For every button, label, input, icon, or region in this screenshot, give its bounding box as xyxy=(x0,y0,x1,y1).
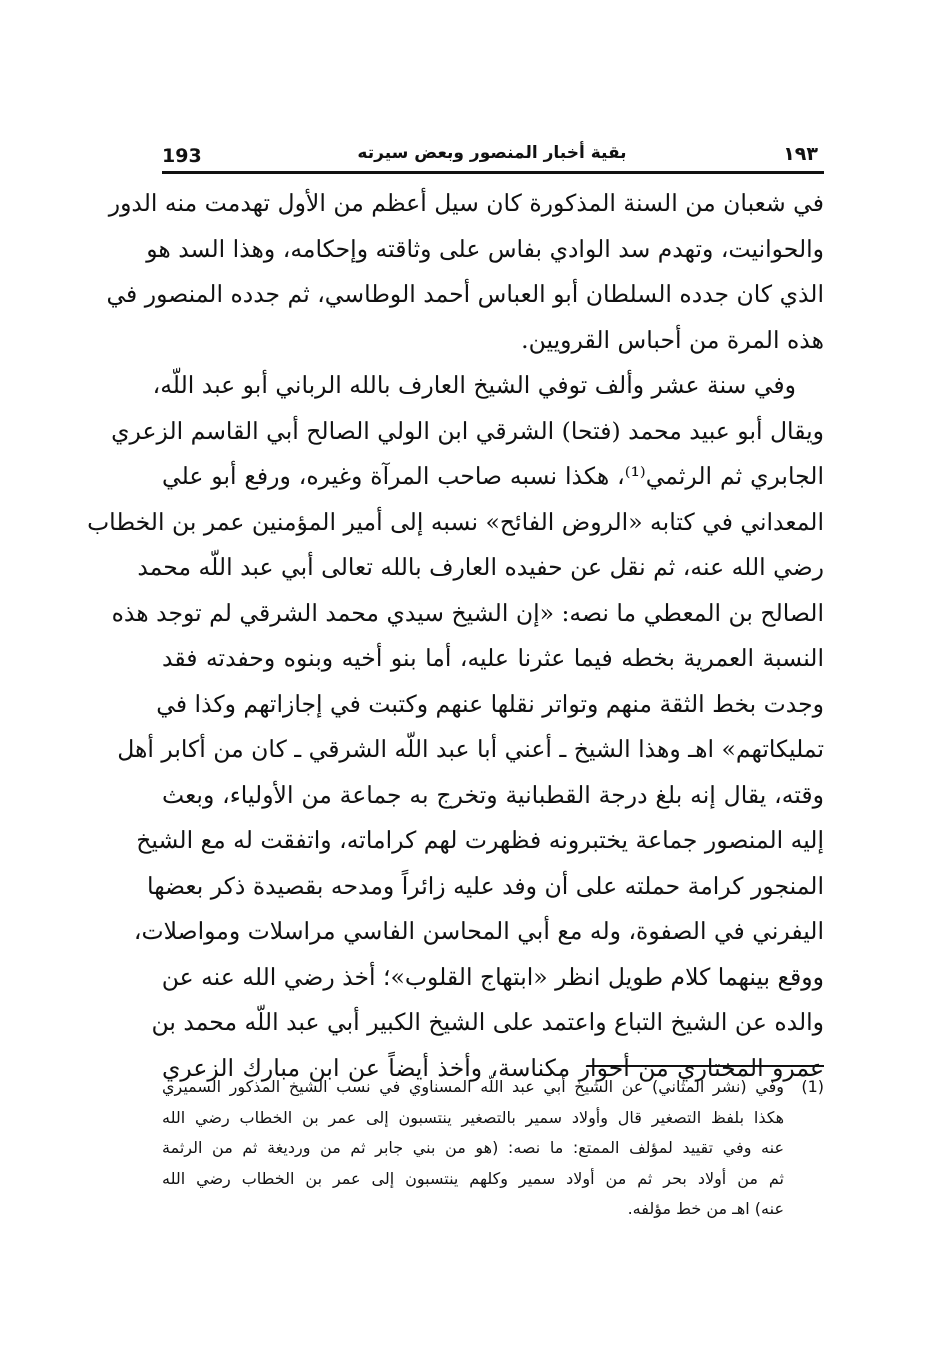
text-line: رضي الله عنه، ثم نقل عن حفيده العارف بالله تعالى أبي عبد اللّه محمد xyxy=(137,553,824,581)
text-line: النسبة العمرية بخطه فيما عثرنا عليه، أما بنو أخيه وبنوه وحفدته فقد xyxy=(162,644,824,672)
footnote-line: عنه وفي تقييد لمؤلف الممتع: ما نصه: (هو من بني جابر ثم من ورديغة ثم من الرثمة xyxy=(162,1138,784,1157)
text-line: هذه المرة من أحباس القرويين. xyxy=(521,325,824,354)
text-line: اليفرني في الصفوة، وله مع أبي المحاسن الفاسي مراسلات ومواصلات، xyxy=(133,917,824,945)
footnote-line: هكذا بلفظ التصغير قال وأولاد سمير بالتصغير ينتسبون إلى عمر بن الخطاب رضي الله xyxy=(162,1107,784,1127)
text-line: الذي كان جدده السلطان أبو العباس أحمد الوطاسي، ثم جدده المنصور في xyxy=(106,280,824,308)
footnote-rule xyxy=(587,1065,824,1067)
text-line: ووقع بينهما كلام طويل انظر «ابتهاج القلوب»؛ أخذ رضي الله عنه عن xyxy=(161,962,824,991)
main-text xyxy=(87,181,824,1091)
page-number-latin: 193 xyxy=(162,145,202,167)
text-line: وجدت بخط الثقة منهم وتواتر نقلها عنهم وكتبت في إجازاتهم وكذا في xyxy=(156,689,824,718)
text-line: عمرو المختاري من أحواز مكناسة، وأخذ أيضاً عن ابن مبارك الزعري xyxy=(162,1053,824,1082)
footnote-line: ثم من أولاد بحر ثم من أولاد سمير وكلهم ينتسبون إلى عمر بن الخطاب رضي الله xyxy=(162,1168,784,1188)
footnote-line: وفي (نشر المثاني) عن الشيخ أبي عبد اللّه المسناوي في نسب الشيخ المذكور السميري xyxy=(162,1077,784,1096)
page-header xyxy=(162,143,822,171)
text-line: في شعبان من السنة المذكورة كان سيل أعظم من الأول تهدمت منه الدور xyxy=(108,189,824,217)
text-line: المعداني في كتابه «الروض الفائح» نسبه إلى أمير المؤمنين عمر بن الخطاب xyxy=(87,507,824,536)
text-line: الصالح بن المعطي ما نصه: «إن الشيخ سيدي محمد الشرقي لم توجد هذه xyxy=(111,598,824,627)
footnote-marker: (1) xyxy=(801,1077,824,1096)
footnote-body xyxy=(162,1072,784,1225)
text-line: المنجور كرامة حملته على أن وفد عليه زائراً ومدحه بقصيدة ذكر بعضها xyxy=(147,871,824,900)
footnote xyxy=(162,1072,824,1225)
text-line: والده عن الشيخ التباع واعتمد على الشيخ الكبير أبي عبد اللّه محمد بن xyxy=(151,1008,824,1036)
text-line: الجابري ثم الرثمي⁽¹⁾، هكذا نسبه صاحب المرآة وغيره، ورفع أبو علي xyxy=(162,462,824,490)
header-rule xyxy=(162,171,824,174)
text-line: وقته، يقال إنه بلغ درجة القطبانية وتخرج به جماعة من الأولياء، وبعث xyxy=(162,780,824,809)
text-line: ويقال أبو عبيد محمد (فتحا) الشرقي ابن الولي الصالح أبي القاسم الزعري xyxy=(111,416,824,445)
page-number-arabic: ١٩٣ xyxy=(783,143,818,165)
text-line: إليه المنصور جماعة يختبرونه فظهرت لهم كراماته، واتفقت له مع الشيخ xyxy=(136,826,824,854)
text-line: تمليكاتهم» اهـ وهذا الشيخ ـ أعني أبا عبد اللّه الشرقي ـ كان من أكابر أهل xyxy=(117,735,824,763)
text-line: والحوانيت، وتهدم سد الوادي بفاس على وثاقته وإحكامه، وهذا السد هو xyxy=(146,234,824,263)
footnote-line: عنه) اهـ من خط مؤلفه. xyxy=(627,1199,784,1218)
text-line: وفي سنة عشر وألف توفي الشيخ العارف بالله الرباني أبو عبد اللّه، xyxy=(152,371,796,399)
running-title: بقية أخبار المنصور وبعض سيرته xyxy=(357,143,627,163)
